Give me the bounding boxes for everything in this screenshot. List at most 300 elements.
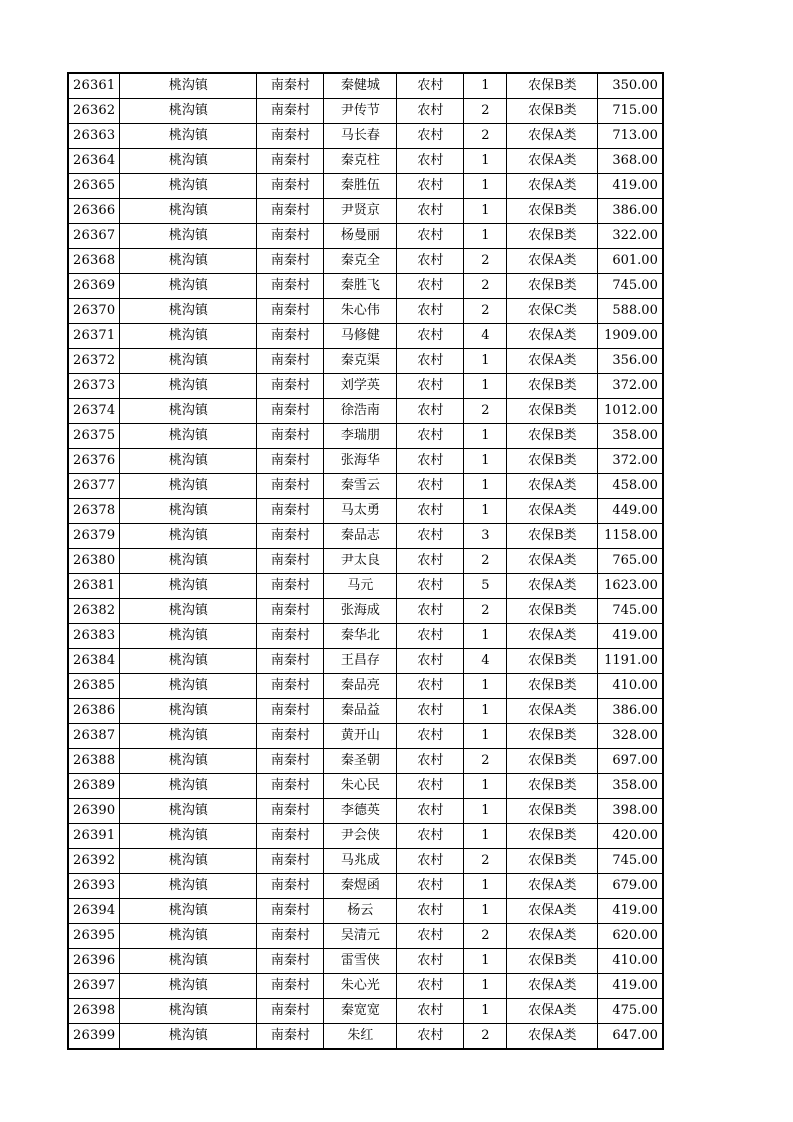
town-cell: 桃沟镇 bbox=[120, 649, 257, 674]
record-id-cell: 26363 bbox=[68, 124, 120, 149]
table-row bbox=[68, 349, 663, 374]
record-id-cell: 26367 bbox=[68, 224, 120, 249]
record-id-cell: 26365 bbox=[68, 174, 120, 199]
insurance-category-cell: 农保A类 bbox=[507, 999, 598, 1024]
table-row bbox=[68, 324, 663, 349]
record-id-cell: 26378 bbox=[68, 499, 120, 524]
member-count-cell: 2 bbox=[464, 274, 507, 299]
record-id-cell: 26373 bbox=[68, 374, 120, 399]
member-count-cell: 2 bbox=[464, 399, 507, 424]
household-type-cell: 农村 bbox=[397, 574, 464, 599]
village-cell: 南秦村 bbox=[257, 974, 324, 999]
member-count-cell: 3 bbox=[464, 524, 507, 549]
household-type-cell: 农村 bbox=[397, 549, 464, 574]
table-row bbox=[68, 424, 663, 449]
insurance-category-cell: 农保B类 bbox=[507, 99, 598, 124]
village-cell: 南秦村 bbox=[257, 174, 324, 199]
record-id-cell: 26398 bbox=[68, 999, 120, 1024]
village-cell: 南秦村 bbox=[257, 749, 324, 774]
household-type-cell: 农村 bbox=[397, 849, 464, 874]
insurance-category-cell: 农保B类 bbox=[507, 774, 598, 799]
insurance-category-cell: 农保A类 bbox=[507, 249, 598, 274]
household-type-cell: 农村 bbox=[397, 274, 464, 299]
record-id-cell: 26380 bbox=[68, 549, 120, 574]
name-cell: 秦煜函 bbox=[324, 874, 397, 899]
name-cell: 尹太良 bbox=[324, 549, 397, 574]
name-cell: 秦胜飞 bbox=[324, 274, 397, 299]
town-cell: 桃沟镇 bbox=[120, 574, 257, 599]
village-cell: 南秦村 bbox=[257, 799, 324, 824]
table-row bbox=[68, 1024, 663, 1050]
insurance-category-cell: 农保B类 bbox=[507, 524, 598, 549]
record-id-cell: 26395 bbox=[68, 924, 120, 949]
name-cell: 张海成 bbox=[324, 599, 397, 624]
insurance-category-cell: 农保B类 bbox=[507, 824, 598, 849]
member-count-cell: 1 bbox=[464, 674, 507, 699]
household-type-cell: 农村 bbox=[397, 674, 464, 699]
table-row bbox=[68, 224, 663, 249]
household-type-cell: 农村 bbox=[397, 199, 464, 224]
household-type-cell: 农村 bbox=[397, 399, 464, 424]
table-row bbox=[68, 849, 663, 874]
insurance-category-cell: 农保B类 bbox=[507, 599, 598, 624]
insurance-category-cell: 农保B类 bbox=[507, 449, 598, 474]
insurance-category-cell: 农保A类 bbox=[507, 474, 598, 499]
insurance-category-cell: 农保B类 bbox=[507, 749, 598, 774]
record-id-cell: 26392 bbox=[68, 849, 120, 874]
village-cell: 南秦村 bbox=[257, 399, 324, 424]
name-cell: 朱心民 bbox=[324, 774, 397, 799]
household-type-cell: 农村 bbox=[397, 449, 464, 474]
town-cell: 桃沟镇 bbox=[120, 274, 257, 299]
name-cell: 秦克全 bbox=[324, 249, 397, 274]
name-cell: 杨云 bbox=[324, 899, 397, 924]
name-cell: 秦华北 bbox=[324, 624, 397, 649]
member-count-cell: 1 bbox=[464, 999, 507, 1024]
member-count-cell: 1 bbox=[464, 149, 507, 174]
amount-cell: 647.00 bbox=[598, 1024, 663, 1050]
amount-cell: 358.00 bbox=[598, 424, 663, 449]
village-cell: 南秦村 bbox=[257, 374, 324, 399]
member-count-cell: 1 bbox=[464, 449, 507, 474]
village-cell: 南秦村 bbox=[257, 424, 324, 449]
table-row bbox=[68, 974, 663, 999]
village-cell: 南秦村 bbox=[257, 574, 324, 599]
town-cell: 桃沟镇 bbox=[120, 249, 257, 274]
amount-cell: 398.00 bbox=[598, 799, 663, 824]
name-cell: 张海华 bbox=[324, 449, 397, 474]
insurance-category-cell: 农保A类 bbox=[507, 899, 598, 924]
records-table bbox=[67, 72, 664, 1050]
insurance-category-cell: 农保A类 bbox=[507, 349, 598, 374]
amount-cell: 322.00 bbox=[598, 224, 663, 249]
insurance-category-cell: 农保B类 bbox=[507, 224, 598, 249]
member-count-cell: 1 bbox=[464, 974, 507, 999]
village-cell: 南秦村 bbox=[257, 124, 324, 149]
record-id-cell: 26389 bbox=[68, 774, 120, 799]
table-row bbox=[68, 524, 663, 549]
member-count-cell: 1 bbox=[464, 499, 507, 524]
town-cell: 桃沟镇 bbox=[120, 624, 257, 649]
name-cell: 秦健城 bbox=[324, 73, 397, 99]
insurance-category-cell: 农保A类 bbox=[507, 1024, 598, 1050]
record-id-cell: 26381 bbox=[68, 574, 120, 599]
insurance-category-cell: 农保A类 bbox=[507, 174, 598, 199]
member-count-cell: 1 bbox=[464, 73, 507, 99]
household-type-cell: 农村 bbox=[397, 149, 464, 174]
town-cell: 桃沟镇 bbox=[120, 949, 257, 974]
village-cell: 南秦村 bbox=[257, 149, 324, 174]
household-type-cell: 农村 bbox=[397, 824, 464, 849]
town-cell: 桃沟镇 bbox=[120, 524, 257, 549]
member-count-cell: 1 bbox=[464, 624, 507, 649]
town-cell: 桃沟镇 bbox=[120, 824, 257, 849]
household-type-cell: 农村 bbox=[397, 949, 464, 974]
member-count-cell: 5 bbox=[464, 574, 507, 599]
member-count-cell: 2 bbox=[464, 124, 507, 149]
name-cell: 李德英 bbox=[324, 799, 397, 824]
name-cell: 秦胜伍 bbox=[324, 174, 397, 199]
table-row bbox=[68, 899, 663, 924]
record-id-cell: 26370 bbox=[68, 299, 120, 324]
amount-cell: 601.00 bbox=[598, 249, 663, 274]
record-id-cell: 26399 bbox=[68, 1024, 120, 1050]
insurance-category-cell: 农保A类 bbox=[507, 124, 598, 149]
name-cell: 秦宽宽 bbox=[324, 999, 397, 1024]
table-body bbox=[68, 73, 663, 1049]
village-cell: 南秦村 bbox=[257, 324, 324, 349]
insurance-category-cell: 农保B类 bbox=[507, 274, 598, 299]
amount-cell: 420.00 bbox=[598, 824, 663, 849]
amount-cell: 1191.00 bbox=[598, 649, 663, 674]
table-row bbox=[68, 624, 663, 649]
insurance-category-cell: 农保A类 bbox=[507, 499, 598, 524]
name-cell: 秦克渠 bbox=[324, 349, 397, 374]
record-id-cell: 26375 bbox=[68, 424, 120, 449]
insurance-category-cell: 农保A类 bbox=[507, 699, 598, 724]
record-id-cell: 26393 bbox=[68, 874, 120, 899]
town-cell: 桃沟镇 bbox=[120, 73, 257, 99]
table-row bbox=[68, 174, 663, 199]
record-id-cell: 26386 bbox=[68, 699, 120, 724]
household-type-cell: 农村 bbox=[397, 799, 464, 824]
household-type-cell: 农村 bbox=[397, 649, 464, 674]
name-cell: 马长春 bbox=[324, 124, 397, 149]
table-row bbox=[68, 824, 663, 849]
town-cell: 桃沟镇 bbox=[120, 849, 257, 874]
village-cell: 南秦村 bbox=[257, 249, 324, 274]
household-type-cell: 农村 bbox=[397, 874, 464, 899]
village-cell: 南秦村 bbox=[257, 949, 324, 974]
household-type-cell: 农村 bbox=[397, 724, 464, 749]
table-row bbox=[68, 649, 663, 674]
household-type-cell: 农村 bbox=[397, 499, 464, 524]
amount-cell: 713.00 bbox=[598, 124, 663, 149]
table-row bbox=[68, 124, 663, 149]
household-type-cell: 农村 bbox=[397, 249, 464, 274]
table-row bbox=[68, 999, 663, 1024]
insurance-category-cell: 农保B类 bbox=[507, 399, 598, 424]
name-cell: 秦品志 bbox=[324, 524, 397, 549]
record-id-cell: 26382 bbox=[68, 599, 120, 624]
name-cell: 雷雪侠 bbox=[324, 949, 397, 974]
household-type-cell: 农村 bbox=[397, 99, 464, 124]
village-cell: 南秦村 bbox=[257, 349, 324, 374]
member-count-cell: 2 bbox=[464, 99, 507, 124]
table-row bbox=[68, 399, 663, 424]
town-cell: 桃沟镇 bbox=[120, 149, 257, 174]
amount-cell: 328.00 bbox=[598, 724, 663, 749]
village-cell: 南秦村 bbox=[257, 499, 324, 524]
town-cell: 桃沟镇 bbox=[120, 1024, 257, 1050]
amount-cell: 368.00 bbox=[598, 149, 663, 174]
insurance-category-cell: 农保B类 bbox=[507, 73, 598, 99]
village-cell: 南秦村 bbox=[257, 824, 324, 849]
town-cell: 桃沟镇 bbox=[120, 349, 257, 374]
amount-cell: 419.00 bbox=[598, 899, 663, 924]
village-cell: 南秦村 bbox=[257, 624, 324, 649]
village-cell: 南秦村 bbox=[257, 449, 324, 474]
insurance-category-cell: 农保A类 bbox=[507, 974, 598, 999]
amount-cell: 715.00 bbox=[598, 99, 663, 124]
amount-cell: 588.00 bbox=[598, 299, 663, 324]
member-count-cell: 4 bbox=[464, 324, 507, 349]
town-cell: 桃沟镇 bbox=[120, 774, 257, 799]
insurance-category-cell: 农保B类 bbox=[507, 799, 598, 824]
record-id-cell: 26390 bbox=[68, 799, 120, 824]
insurance-category-cell: 农保A类 bbox=[507, 324, 598, 349]
household-type-cell: 农村 bbox=[397, 599, 464, 624]
table-row bbox=[68, 474, 663, 499]
amount-cell: 1909.00 bbox=[598, 324, 663, 349]
record-id-cell: 26394 bbox=[68, 899, 120, 924]
member-count-cell: 1 bbox=[464, 224, 507, 249]
name-cell: 秦雪云 bbox=[324, 474, 397, 499]
table-row bbox=[68, 299, 663, 324]
table-row bbox=[68, 874, 663, 899]
amount-cell: 358.00 bbox=[598, 774, 663, 799]
amount-cell: 419.00 bbox=[598, 624, 663, 649]
record-id-cell: 26385 bbox=[68, 674, 120, 699]
insurance-category-cell: 农保C类 bbox=[507, 299, 598, 324]
town-cell: 桃沟镇 bbox=[120, 599, 257, 624]
table-row bbox=[68, 199, 663, 224]
member-count-cell: 2 bbox=[464, 299, 507, 324]
household-type-cell: 农村 bbox=[397, 73, 464, 99]
amount-cell: 765.00 bbox=[598, 549, 663, 574]
household-type-cell: 农村 bbox=[397, 974, 464, 999]
town-cell: 桃沟镇 bbox=[120, 399, 257, 424]
name-cell: 秦圣朝 bbox=[324, 749, 397, 774]
town-cell: 桃沟镇 bbox=[120, 424, 257, 449]
amount-cell: 475.00 bbox=[598, 999, 663, 1024]
record-id-cell: 26396 bbox=[68, 949, 120, 974]
member-count-cell: 1 bbox=[464, 774, 507, 799]
member-count-cell: 1 bbox=[464, 199, 507, 224]
table-row bbox=[68, 449, 663, 474]
amount-cell: 620.00 bbox=[598, 924, 663, 949]
village-cell: 南秦村 bbox=[257, 774, 324, 799]
member-count-cell: 1 bbox=[464, 374, 507, 399]
household-type-cell: 农村 bbox=[397, 524, 464, 549]
record-id-cell: 26388 bbox=[68, 749, 120, 774]
record-id-cell: 26377 bbox=[68, 474, 120, 499]
member-count-cell: 1 bbox=[464, 724, 507, 749]
insurance-category-cell: 农保B类 bbox=[507, 199, 598, 224]
household-type-cell: 农村 bbox=[397, 774, 464, 799]
member-count-cell: 1 bbox=[464, 349, 507, 374]
record-id-cell: 26379 bbox=[68, 524, 120, 549]
town-cell: 桃沟镇 bbox=[120, 924, 257, 949]
record-id-cell: 26374 bbox=[68, 399, 120, 424]
member-count-cell: 2 bbox=[464, 1024, 507, 1050]
name-cell: 李瑞朋 bbox=[324, 424, 397, 449]
table-row bbox=[68, 674, 663, 699]
household-type-cell: 农村 bbox=[397, 924, 464, 949]
name-cell: 马元 bbox=[324, 574, 397, 599]
member-count-cell: 2 bbox=[464, 849, 507, 874]
amount-cell: 410.00 bbox=[598, 949, 663, 974]
member-count-cell: 1 bbox=[464, 874, 507, 899]
name-cell: 朱红 bbox=[324, 1024, 397, 1050]
name-cell: 马兆成 bbox=[324, 849, 397, 874]
village-cell: 南秦村 bbox=[257, 849, 324, 874]
household-type-cell: 农村 bbox=[397, 749, 464, 774]
record-id-cell: 26387 bbox=[68, 724, 120, 749]
town-cell: 桃沟镇 bbox=[120, 299, 257, 324]
amount-cell: 449.00 bbox=[598, 499, 663, 524]
insurance-category-cell: 农保A类 bbox=[507, 549, 598, 574]
name-cell: 秦克柱 bbox=[324, 149, 397, 174]
village-cell: 南秦村 bbox=[257, 299, 324, 324]
name-cell: 朱心伟 bbox=[324, 299, 397, 324]
village-cell: 南秦村 bbox=[257, 724, 324, 749]
insurance-category-cell: 农保B类 bbox=[507, 724, 598, 749]
name-cell: 尹会侠 bbox=[324, 824, 397, 849]
member-count-cell: 2 bbox=[464, 249, 507, 274]
name-cell: 王昌存 bbox=[324, 649, 397, 674]
table-row bbox=[68, 799, 663, 824]
insurance-category-cell: 农保B类 bbox=[507, 649, 598, 674]
table-row bbox=[68, 499, 663, 524]
record-id-cell: 26383 bbox=[68, 624, 120, 649]
name-cell: 黄开山 bbox=[324, 724, 397, 749]
name-cell: 尹传节 bbox=[324, 99, 397, 124]
record-id-cell: 26366 bbox=[68, 199, 120, 224]
record-id-cell: 26391 bbox=[68, 824, 120, 849]
household-type-cell: 农村 bbox=[397, 474, 464, 499]
record-id-cell: 26372 bbox=[68, 349, 120, 374]
member-count-cell: 4 bbox=[464, 649, 507, 674]
town-cell: 桃沟镇 bbox=[120, 874, 257, 899]
village-cell: 南秦村 bbox=[257, 549, 324, 574]
amount-cell: 356.00 bbox=[598, 349, 663, 374]
amount-cell: 745.00 bbox=[598, 849, 663, 874]
member-count-cell: 2 bbox=[464, 599, 507, 624]
town-cell: 桃沟镇 bbox=[120, 124, 257, 149]
member-count-cell: 1 bbox=[464, 424, 507, 449]
insurance-category-cell: 农保B类 bbox=[507, 949, 598, 974]
town-cell: 桃沟镇 bbox=[120, 974, 257, 999]
village-cell: 南秦村 bbox=[257, 274, 324, 299]
village-cell: 南秦村 bbox=[257, 924, 324, 949]
village-cell: 南秦村 bbox=[257, 649, 324, 674]
town-cell: 桃沟镇 bbox=[120, 174, 257, 199]
record-id-cell: 26376 bbox=[68, 449, 120, 474]
village-cell: 南秦村 bbox=[257, 1024, 324, 1050]
record-id-cell: 26364 bbox=[68, 149, 120, 174]
insurance-category-cell: 农保B类 bbox=[507, 674, 598, 699]
household-type-cell: 农村 bbox=[397, 699, 464, 724]
amount-cell: 410.00 bbox=[598, 674, 663, 699]
insurance-category-cell: 农保A类 bbox=[507, 624, 598, 649]
insurance-category-cell: 农保B类 bbox=[507, 424, 598, 449]
record-id-cell: 26397 bbox=[68, 974, 120, 999]
table-row bbox=[68, 374, 663, 399]
town-cell: 桃沟镇 bbox=[120, 474, 257, 499]
town-cell: 桃沟镇 bbox=[120, 449, 257, 474]
amount-cell: 745.00 bbox=[598, 274, 663, 299]
record-id-cell: 26371 bbox=[68, 324, 120, 349]
member-count-cell: 2 bbox=[464, 749, 507, 774]
table-row bbox=[68, 699, 663, 724]
household-type-cell: 农村 bbox=[397, 899, 464, 924]
amount-cell: 350.00 bbox=[598, 73, 663, 99]
table-row bbox=[68, 149, 663, 174]
member-count-cell: 1 bbox=[464, 474, 507, 499]
name-cell: 马太勇 bbox=[324, 499, 397, 524]
table-row bbox=[68, 924, 663, 949]
town-cell: 桃沟镇 bbox=[120, 799, 257, 824]
town-cell: 桃沟镇 bbox=[120, 99, 257, 124]
member-count-cell: 2 bbox=[464, 924, 507, 949]
village-cell: 南秦村 bbox=[257, 699, 324, 724]
table-row bbox=[68, 949, 663, 974]
village-cell: 南秦村 bbox=[257, 224, 324, 249]
village-cell: 南秦村 bbox=[257, 874, 324, 899]
table-row bbox=[68, 599, 663, 624]
household-type-cell: 农村 bbox=[397, 299, 464, 324]
amount-cell: 1158.00 bbox=[598, 524, 663, 549]
household-type-cell: 农村 bbox=[397, 624, 464, 649]
table-row bbox=[68, 549, 663, 574]
village-cell: 南秦村 bbox=[257, 73, 324, 99]
amount-cell: 1012.00 bbox=[598, 399, 663, 424]
record-id-cell: 26369 bbox=[68, 274, 120, 299]
table-row bbox=[68, 724, 663, 749]
amount-cell: 1623.00 bbox=[598, 574, 663, 599]
record-id-cell: 26362 bbox=[68, 99, 120, 124]
household-type-cell: 农村 bbox=[397, 374, 464, 399]
table-row bbox=[68, 749, 663, 774]
household-type-cell: 农村 bbox=[397, 324, 464, 349]
member-count-cell: 1 bbox=[464, 899, 507, 924]
table-row bbox=[68, 249, 663, 274]
amount-cell: 419.00 bbox=[598, 974, 663, 999]
amount-cell: 372.00 bbox=[598, 449, 663, 474]
household-type-cell: 农村 bbox=[397, 174, 464, 199]
name-cell: 秦品益 bbox=[324, 699, 397, 724]
table-row bbox=[68, 774, 663, 799]
member-count-cell: 1 bbox=[464, 699, 507, 724]
name-cell: 马修健 bbox=[324, 324, 397, 349]
town-cell: 桃沟镇 bbox=[120, 899, 257, 924]
name-cell: 徐浩南 bbox=[324, 399, 397, 424]
amount-cell: 372.00 bbox=[598, 374, 663, 399]
amount-cell: 386.00 bbox=[598, 199, 663, 224]
table-row bbox=[68, 274, 663, 299]
town-cell: 桃沟镇 bbox=[120, 324, 257, 349]
